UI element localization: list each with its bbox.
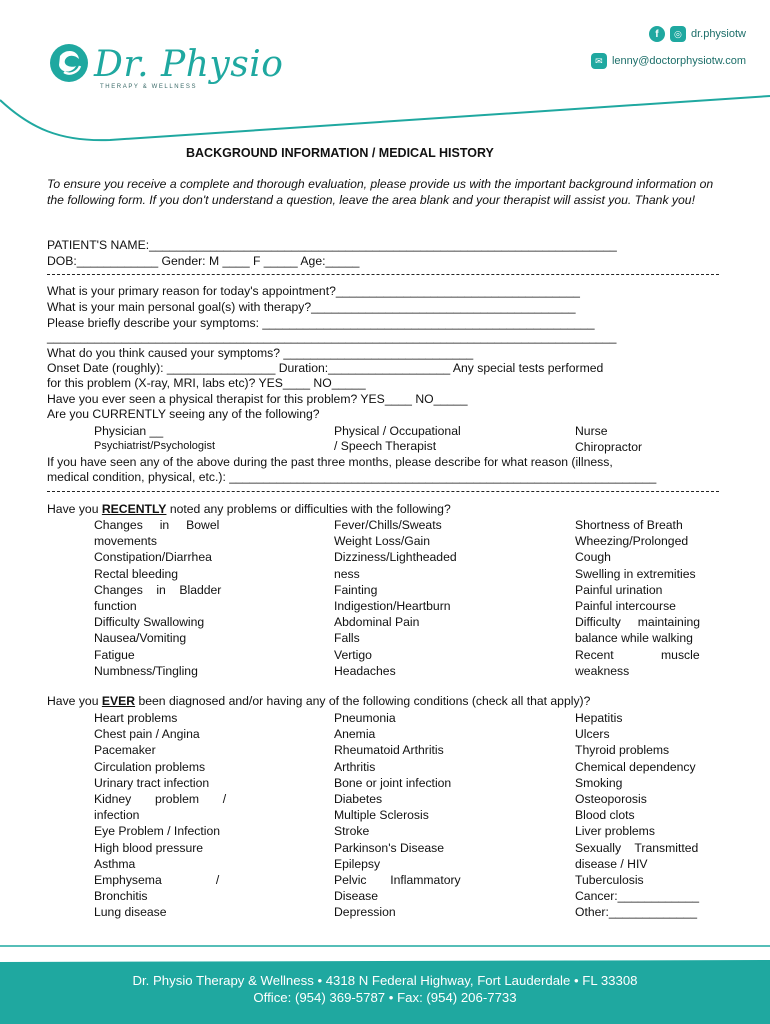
condition-item[interactable]: Blood clots [575, 808, 635, 823]
recent-symptom-item[interactable]: Constipation/Diarrhea [94, 550, 212, 565]
special-tests-field[interactable]: for this problem (X-ray, MRI, labs etc)? YES____ NO_____ [47, 376, 366, 390]
provider-psychiatrist[interactable]: Psychiatrist/Psychologist [94, 440, 216, 452]
condition-item[interactable]: Diabetes [334, 792, 383, 806]
recent-symptom-item[interactable]: Painful intercourse [575, 599, 676, 613]
logo-mark-icon [48, 42, 90, 84]
recent-symptom-item[interactable]: Shortness of Breath [575, 518, 683, 532]
symptoms-extra-line[interactable]: ____________________________________________________________________________________ [47, 330, 617, 344]
condition-item[interactable]: High blood pressure [94, 840, 204, 855]
recent-symptom-item[interactable]: Fainting [334, 582, 378, 597]
provider-nurse[interactable]: Nurse [575, 424, 608, 438]
facebook-icon: f [649, 26, 665, 42]
condition-item[interactable]: Sexually Transmitted [575, 840, 699, 855]
reason-field[interactable]: What is your primary reason for today's appointment?____________________________________ [47, 284, 580, 298]
recent-symptom-item[interactable]: Painful urination [575, 582, 663, 597]
condition-item[interactable]: Thyroid problems [575, 743, 670, 758]
recent-symptom-item[interactable]: Vertigo [334, 647, 372, 662]
condition-item[interactable]: Asthma [94, 856, 136, 871]
logo-wordmark: Dr. Physio [94, 44, 284, 85]
logo [48, 40, 288, 100]
onset-field[interactable]: Onset Date (roughly): ________________ Duration:__________________ Any special tests performed [47, 361, 604, 375]
recent-symptom-item[interactable]: Changes in Bowel [94, 518, 220, 532]
recent-symptom-item[interactable]: Rectal bleeding [94, 566, 179, 581]
recent-symptom-item[interactable]: balance while walking [575, 631, 693, 646]
condition-item[interactable]: Arthritis [334, 759, 376, 774]
goals-field[interactable]: What is your main personal goal(s) with therapy?_______________________________________ [47, 300, 576, 314]
recent-symptom-item[interactable]: Dizziness/Lightheaded [334, 550, 457, 565]
condition-item[interactable]: Hepatitis [575, 711, 623, 725]
condition-item[interactable]: Lung disease [94, 905, 167, 920]
condition-item[interactable]: Stroke [334, 824, 370, 839]
condition-item[interactable]: Eye Problem / Infection [94, 824, 220, 839]
recent-symptom-item[interactable]: Indigestion/Heartburn [334, 599, 451, 613]
recent-symptom-item[interactable]: Cough [575, 550, 611, 565]
email-address: lenny@doctorphysiotw.com [611, 55, 746, 67]
condition-item[interactable]: disease / HIV [575, 856, 648, 871]
condition-item[interactable]: Urinary tract infection [94, 775, 210, 790]
condition-item[interactable]: Kidney problem / [94, 792, 227, 806]
recent-symptom-item[interactable]: Changes in Bladder [94, 582, 222, 597]
logo-tagline: THERAPY & WELLNESS [100, 84, 198, 90]
social-contact [649, 26, 746, 42]
provider-speech-therapist[interactable]: / Speech Therapist [334, 439, 437, 453]
condition-item[interactable]: Anemia [334, 727, 376, 742]
condition-item[interactable]: Emphysema / [94, 873, 220, 887]
condition-item[interactable]: Bone or joint infection [334, 775, 452, 790]
seen-reason-question: If you have seen any of the above during the past three months, please describe for what reason (illness, [47, 455, 613, 469]
condition-item[interactable]: infection [94, 808, 140, 823]
recent-symptom-item[interactable]: Swelling in extremities [575, 566, 696, 581]
social-handle: dr.physiotw [690, 28, 746, 40]
form-title: BACKGROUND INFORMATION / MEDICAL HISTORY [186, 146, 494, 160]
recently-question: Have you RECENTLY noted any problems or difficulties with the following? [47, 502, 451, 516]
condition-item[interactable]: Depression [334, 905, 396, 920]
ever-emphasis: EVER [101, 694, 136, 708]
currently-seeing-question: Are you CURRENTLY seeing any of the following? [47, 407, 320, 421]
condition-item[interactable]: Disease [334, 889, 379, 904]
mail-icon: ✉ [591, 53, 607, 69]
recent-symptom-item[interactable]: movements [94, 534, 157, 549]
recent-symptom-item[interactable]: Fever/Chills/Sweats [334, 518, 442, 532]
dob-gender-age-field[interactable]: DOB:____________ Gender: M ____ F _____ Age:_____ [47, 254, 360, 268]
condition-item[interactable]: Pelvic Inflammatory [334, 873, 461, 887]
condition-item[interactable]: Ulcers [575, 727, 610, 742]
condition-item[interactable]: Circulation problems [94, 759, 206, 774]
form-intro: To ensure you receive a complete and thorough evaluation, please provide us with the important background information on the following form. If you don't understand a question, leave the area blank and your therapist will assist you. Thank you! [47, 177, 714, 207]
provider-physical-therapist[interactable]: Physical / Occupational [334, 424, 461, 438]
letterhead [0, 0, 770, 150]
cause-field[interactable]: What do you think caused your symptoms? ____________________________ [47, 346, 474, 360]
condition-item[interactable]: Epilepsy [334, 856, 381, 871]
section-divider [47, 491, 719, 492]
condition-item[interactable]: Rheumatoid Arthritis [334, 743, 444, 758]
footer [0, 940, 770, 1024]
previous-pt-field[interactable]: Have you ever seen a physical therapist for this problem? YES____ NO_____ [47, 392, 468, 406]
recent-symptom-item[interactable]: function [94, 599, 137, 613]
recent-symptom-item[interactable]: Abdominal Pain [334, 615, 420, 630]
recent-symptom-item[interactable]: Headaches [334, 663, 396, 678]
condition-item[interactable]: Cancer:____________ [575, 889, 700, 904]
recent-symptom-item[interactable]: ness [334, 566, 360, 581]
patient-name-field[interactable]: PATIENT'S NAME:_____________________________________________________________________ [47, 238, 617, 252]
provider-physician[interactable]: Physician __ [94, 424, 164, 438]
recent-symptom-item[interactable]: Difficulty maintaining [575, 615, 701, 630]
condition-item[interactable]: Liver problems [575, 824, 655, 839]
recent-symptom-item[interactable]: Nausea/Vomiting [94, 631, 187, 646]
recent-symptom-item[interactable]: Numbness/Tingling [94, 663, 198, 678]
condition-item[interactable]: Bronchitis [94, 889, 148, 904]
instagram-icon: ◎ [670, 26, 686, 42]
section-divider [47, 274, 719, 275]
recent-symptom-item[interactable]: Fatigue [94, 647, 135, 662]
recent-symptom-item[interactable]: Difficulty Swallowing [94, 615, 205, 630]
condition-item[interactable]: Osteoporosis [575, 792, 647, 806]
recent-symptom-item[interactable]: Falls [334, 631, 360, 646]
email-contact [591, 53, 746, 69]
condition-item[interactable]: Smoking [575, 775, 623, 790]
condition-item[interactable]: Pneumonia [334, 711, 396, 725]
footer-phone-fax: Office: (954) 369-5787 • Fax: (954) 206-7733 [253, 990, 517, 1005]
condition-item[interactable]: Parkinson's Disease [334, 840, 445, 855]
recent-symptom-item[interactable]: weakness [575, 663, 630, 678]
footer-address: Dr. Physio Therapy & Wellness • 4318 N Federal Highway, Fort Lauderdale • FL 33308 [132, 973, 638, 988]
condition-item[interactable]: Other:_____________ [575, 905, 697, 920]
condition-item[interactable]: Tuberculosis [575, 873, 644, 887]
condition-item[interactable]: Multiple Sclerosis [334, 808, 429, 823]
provider-chiropractor[interactable]: Chiropractor [575, 440, 643, 454]
condition-item[interactable]: Heart problems [94, 711, 178, 725]
recent-symptom-item[interactable]: Wheezing/Prolonged [575, 534, 689, 549]
ever-question: Have you EVER been diagnosed and/or having any of the following conditions (check all that apply)? [47, 694, 591, 708]
recent-symptom-item[interactable]: Weight Loss/Gain [334, 534, 430, 549]
symptoms-field[interactable]: Please briefly describe your symptoms: _________________________________________________ [47, 316, 595, 330]
condition-item[interactable]: Chest pain / Angina [94, 727, 200, 742]
recent-symptom-item[interactable]: Recent muscle [575, 647, 700, 662]
condition-item[interactable]: Pacemaker [94, 743, 156, 758]
seen-reason-field[interactable]: medical condition, physical, etc.): _______________________________________________________________ [47, 470, 657, 484]
condition-item[interactable]: Chemical dependency [575, 759, 696, 774]
recently-emphasis: RECENTLY [101, 502, 167, 516]
